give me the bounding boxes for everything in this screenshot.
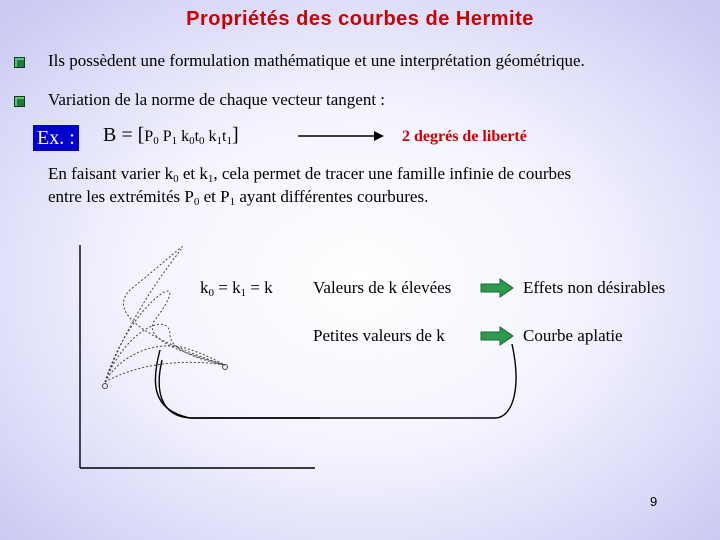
page-number: 9 xyxy=(650,494,658,509)
slide-title: Propriétés des courbes de Hermite xyxy=(186,8,534,30)
row-effect-high-k: Effets non désirables xyxy=(523,278,666,297)
bullet-text-2: Variation de la norme de chaque vecteur tangent : xyxy=(48,90,386,109)
bullet-square-icon xyxy=(14,96,25,107)
paragraph-line-2: entre les extrémités $P_0$ et $P_1$ ayant différentes courbures. xyxy=(48,187,429,208)
green-arrow-icon xyxy=(480,326,514,346)
row-label-high-k: Valeurs de k élevées xyxy=(313,278,452,297)
degrees-of-freedom: 2 degrés de liberté xyxy=(402,128,527,145)
bullet-text-1: Ils possèdent une formulation mathématique et une interprétation géométrique. xyxy=(48,51,585,70)
example-label: Ex. : xyxy=(33,125,79,151)
paragraph-line-1: En faisant varier $k_0$ et $k_1$, cela permet de tracer une famille infinie de courbes xyxy=(48,164,572,185)
formula: $B = [P_0$ $P_1$ $k_0t_0$ $k_1t_1$] xyxy=(103,124,239,147)
row-label-low-k: Petites valeurs de k xyxy=(313,326,445,345)
k-equality: $k_0 = k_1 = k$ xyxy=(200,278,273,299)
bullet-square-icon xyxy=(14,57,25,68)
green-arrow-icon xyxy=(480,278,514,298)
row-effect-low-k: Courbe aplatie xyxy=(523,326,623,345)
right-arrow-icon xyxy=(296,128,386,144)
